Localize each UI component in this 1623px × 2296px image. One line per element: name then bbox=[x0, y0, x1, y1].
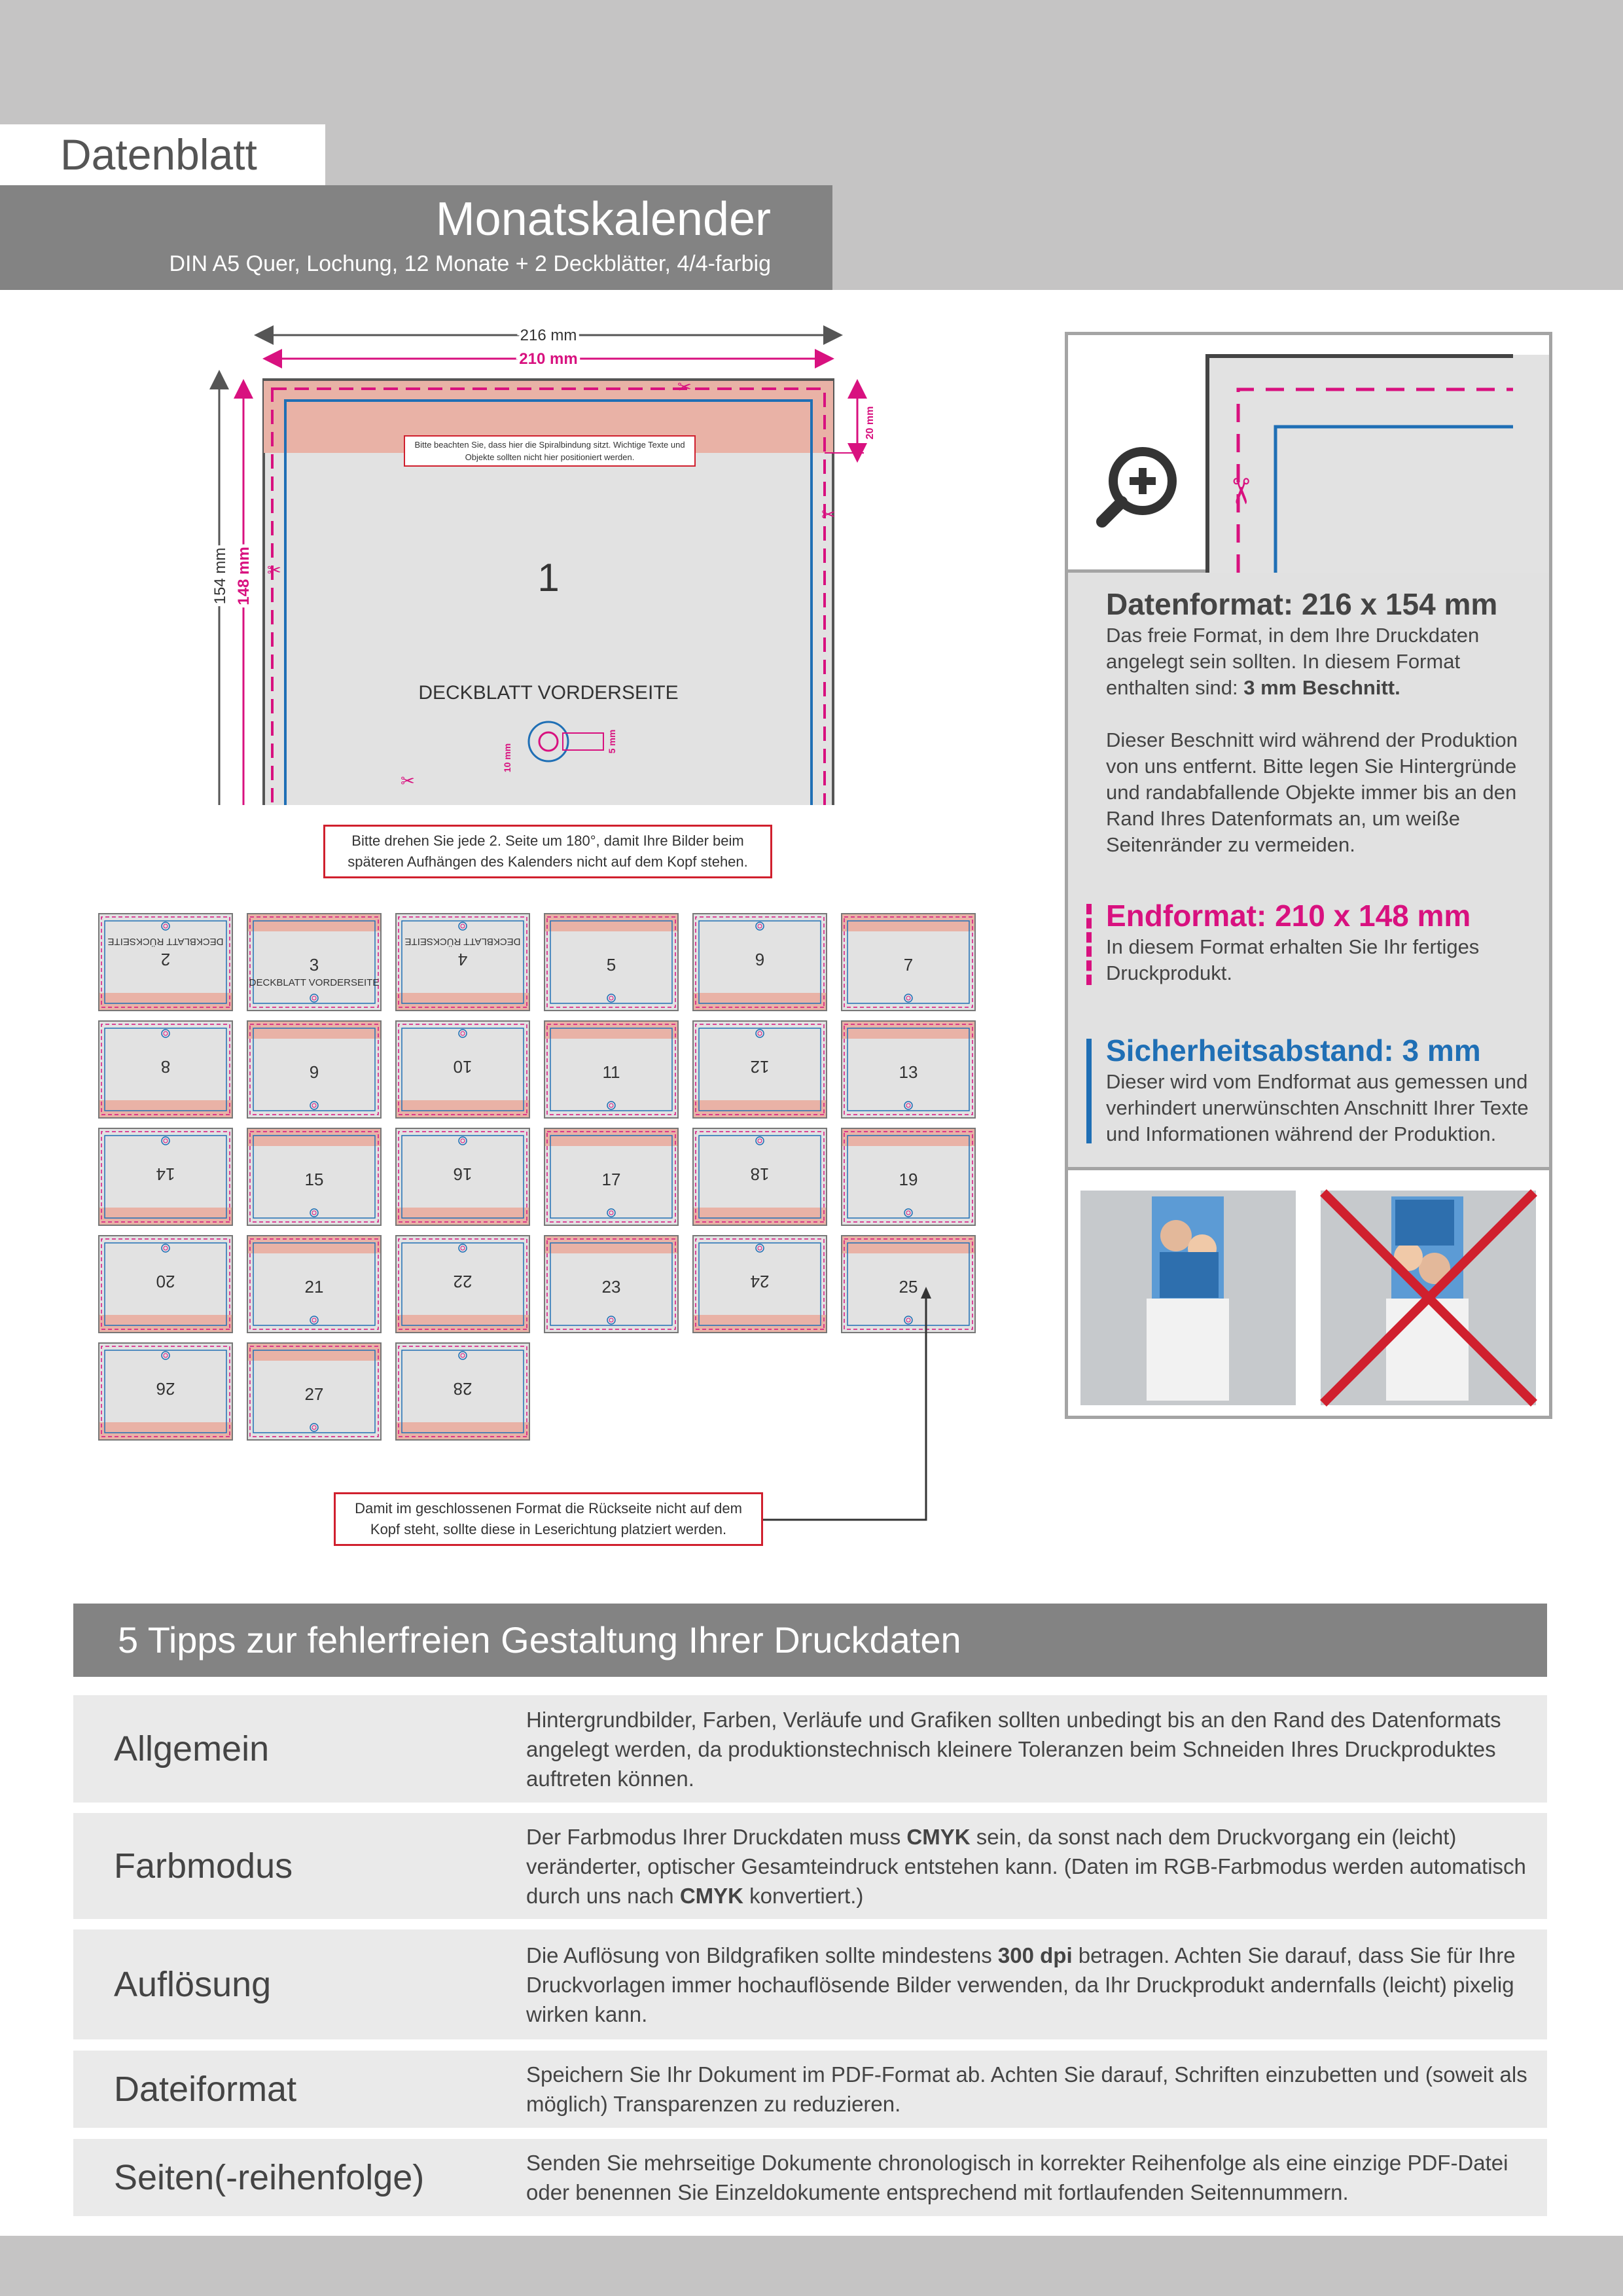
page-thumbnail bbox=[98, 1020, 233, 1119]
page-thumbnail bbox=[395, 1235, 530, 1333]
page-thumbnail bbox=[395, 1342, 530, 1441]
width-label: 216 mm bbox=[520, 327, 577, 344]
tip-label: Allgemein bbox=[114, 1729, 270, 1768]
thumbnail-number: 2 bbox=[160, 950, 171, 969]
datenformat-title: Datenformat: 216 x 154 mm bbox=[1106, 587, 1498, 621]
page-name: DECKBLATT VORDERSEITE bbox=[418, 682, 679, 704]
sicherheit-text: Dieser wird vom Endformat aus gemessen und verhindert unerwünschten Anschnitt Ihrer Texte und Informationen während der Produktion. bbox=[1106, 1070, 1529, 1145]
page-thumbnail bbox=[395, 1020, 530, 1119]
hanging-examples bbox=[1068, 1170, 1549, 1416]
tip-row bbox=[73, 1929, 1547, 2039]
info-panel bbox=[1065, 332, 1552, 1419]
tip-label: Auflösung bbox=[114, 1965, 272, 2004]
tip-text: Senden Sie mehrseitige Dokumente chronologisch in korrekter Reihenfolge als eine einzige PDF-Datei oder benennen Sie Einzeldokumente entsprechend mit fortlaufenden Seitennummern. bbox=[526, 2151, 1508, 2204]
back-note: Damit im geschlossenen Format die Rückseite nicht auf dem Kopf steht, sollte diese in Leserichtung platziert werden. bbox=[334, 1492, 763, 1546]
final-height-label: 148 mm bbox=[235, 547, 253, 605]
thumbnail-caption: DECKBLATT RÜCKSEITE bbox=[107, 936, 224, 947]
tip-label: Dateiformat bbox=[114, 2070, 297, 2109]
tip-text: Speichern Sie Ihr Dokument im PDF-Format ab. Achten Sie darauf, Schriften einzubetten und (soweit als möglich) Transparenzen zu reduzieren. bbox=[526, 2062, 1527, 2116]
title-box bbox=[0, 185, 832, 290]
page-thumbnail bbox=[544, 1128, 679, 1226]
thumbnail-number: 14 bbox=[156, 1164, 175, 1184]
page-thumbnail bbox=[247, 1128, 382, 1226]
thumbnail-number: 28 bbox=[453, 1379, 473, 1399]
thumbnail-number: 12 bbox=[750, 1057, 770, 1077]
format-info bbox=[1068, 573, 1549, 1170]
thumbnail-number: 8 bbox=[160, 1057, 171, 1077]
page-thumbnail bbox=[395, 913, 530, 1011]
datenformat-section bbox=[1106, 586, 1531, 858]
final-width-label: 210 mm bbox=[519, 350, 578, 368]
thumbnail-number: 26 bbox=[156, 1379, 175, 1399]
page-number: 1 bbox=[537, 556, 560, 600]
page-thumbnail bbox=[98, 1128, 233, 1226]
tip-text: Hintergrundbilder, Farben, Verläufe und Grafiken sollten unbedingt bis an den Rand des Datenformats angelegt werden, da produktionstechnisch kleinere Toleranzen beim Schneiden Ihres Druckproduktes auftreten können. bbox=[526, 1707, 1501, 1791]
scissors-icon: ✂ bbox=[677, 377, 692, 397]
thumbnail-number: 13 bbox=[899, 1062, 918, 1082]
thumbnail-number: 5 bbox=[606, 955, 616, 975]
page-thumbnail bbox=[692, 1128, 827, 1226]
thumbnail-caption: DECKBLATT VORDERSEITE bbox=[249, 977, 380, 988]
endformat-section bbox=[1106, 897, 1531, 986]
tip-label: Farbmodus bbox=[114, 1846, 293, 1886]
spiral-note: Bitte beachten Sie, dass hier die Spiralbindung sitzt. Wichtige Texte und Objekte sollten nicht hier positioniert werden. bbox=[404, 435, 696, 467]
height-label: 154 mm bbox=[211, 547, 229, 605]
thumbnail-number: 6 bbox=[755, 950, 765, 969]
thumbnail-number: 7 bbox=[903, 955, 914, 975]
sicherheit-title: Sicherheitsabstand: 3 mm bbox=[1106, 1033, 1481, 1067]
hole-label-v: 10 mm bbox=[502, 743, 512, 773]
page-thumbnail bbox=[841, 913, 976, 1011]
zoom-in-icon bbox=[1102, 452, 1172, 522]
endformat-text: In diesem Format erhalten Sie Ihr fertiges Druckprodukt. bbox=[1106, 935, 1480, 984]
thumbnail-number: 10 bbox=[453, 1057, 473, 1077]
format-diagram bbox=[196, 321, 890, 805]
thumbnail-number: 21 bbox=[304, 1277, 324, 1297]
page-title: Monatskalender bbox=[435, 193, 771, 245]
page-thumbnail bbox=[247, 913, 382, 1011]
top-margin-label: 20 mm bbox=[865, 406, 876, 440]
thumbnail-number: 17 bbox=[601, 1170, 621, 1189]
zoom-detail bbox=[1068, 335, 1549, 573]
tip-row bbox=[73, 2139, 1547, 2216]
scissors-icon: ✂ bbox=[1221, 476, 1260, 507]
page-thumbnail bbox=[544, 1020, 679, 1119]
tip-text: Der Farbmodus Ihrer Druckdaten muss CMYK sein, da sonst nach dem Druckvorgang ein (leicht) veränderter, optischer Gesamteindruck entstehen kann. (Daten im RGB-Farbmodus werden automatisch durch uns nach CMYK konvertiert.) bbox=[526, 1824, 1526, 1908]
page-thumbnail bbox=[247, 1235, 382, 1333]
thumbnail-number: 16 bbox=[453, 1164, 473, 1184]
tip-text: Die Auflösung von Bildgrafiken sollte mindestens 300 dpi betragen. Achten Sie darauf, dass Sie für Ihre Druckvorlagen immer hochauflösende Bilder verwenden, da Ihr Druckprodukt andernfalls (leicht) pixelig wirken kann. bbox=[526, 1943, 1516, 2026]
tip-row bbox=[73, 2051, 1547, 2128]
tip-row bbox=[73, 1695, 1547, 1803]
datenformat-text-b: Dieser Beschnitt wird während der Produktion von uns entfernt. Bitte legen Sie Hintergründe und randabfallende Objekte immer bis an den Rand Ihres Datenformats an, um weiße Seitenränder zu vermeiden. bbox=[1106, 728, 1518, 856]
thumbnail-number: 27 bbox=[304, 1384, 324, 1404]
datenblatt-tab: Datenblatt bbox=[0, 124, 325, 185]
tip-row bbox=[73, 1813, 1547, 1919]
thumbnail-number: 19 bbox=[899, 1170, 918, 1189]
scissors-icon: ✂ bbox=[267, 560, 281, 580]
endformat-title: Endformat: 210 x 148 mm bbox=[1106, 899, 1471, 933]
page-thumbnail bbox=[544, 913, 679, 1011]
page-thumbnail bbox=[98, 1235, 233, 1333]
sicherheit-section bbox=[1106, 1032, 1531, 1147]
datenformat-text: Das freie Format, in dem Ihre Druckdaten angelegt sein sollten. In diesem Format enthalten sind: 3 mm Beschnitt. bbox=[1106, 624, 1480, 699]
page-thumbnail bbox=[841, 1020, 976, 1119]
page-thumbnail bbox=[692, 1020, 827, 1119]
tip-label: Seiten(-reihenfolge) bbox=[114, 2158, 425, 2197]
page-thumbnail bbox=[98, 1342, 233, 1441]
thumbnail-number: 25 bbox=[899, 1277, 918, 1297]
page-subtitle: DIN A5 Quer, Lochung, 12 Monate + 2 Deckblätter, 4/4-farbig bbox=[169, 251, 771, 276]
correct-calendar-example bbox=[1147, 1196, 1229, 1401]
thumbnail-caption: DECKBLATT RÜCKSEITE bbox=[404, 936, 521, 947]
tips-heading: 5 Tipps zur fehlerfreien Gestaltung Ihrer Druckdaten bbox=[73, 1604, 1547, 1677]
hole-label-h: 5 mm bbox=[607, 729, 617, 754]
page-thumbnail bbox=[247, 1020, 382, 1119]
page-thumbnail bbox=[395, 1128, 530, 1226]
thumbnail-number: 15 bbox=[304, 1170, 324, 1189]
page-thumbnail bbox=[544, 1235, 679, 1333]
thumbnail-number: 24 bbox=[750, 1272, 770, 1291]
bottom-band bbox=[0, 2236, 1623, 2296]
page-thumbnail bbox=[841, 1128, 976, 1226]
thumbnail-number: 18 bbox=[750, 1164, 770, 1184]
page-thumbnail bbox=[247, 1342, 382, 1441]
rotate-note: Bitte drehen Sie jede 2. Seite um 180°, damit Ihre Bilder beim späteren Aufhängen des Kalenders nicht auf dem Kopf stehen. bbox=[323, 825, 772, 878]
back-arrow bbox=[753, 1283, 942, 1525]
scissors-icon: ✂ bbox=[401, 771, 415, 791]
thumbnail-number: 9 bbox=[309, 1062, 319, 1082]
thumbnail-number: 4 bbox=[457, 950, 468, 969]
thumbnail-number: 11 bbox=[602, 1062, 620, 1082]
scissors-icon: ✂ bbox=[821, 505, 836, 524]
page-thumbnail bbox=[98, 913, 233, 1011]
thumbnail-number: 22 bbox=[453, 1272, 473, 1291]
page-thumbnail bbox=[692, 913, 827, 1011]
thumbnail-number: 20 bbox=[156, 1272, 175, 1291]
thumbnail-number: 3 bbox=[309, 955, 319, 975]
thumbnail-number: 23 bbox=[601, 1277, 621, 1297]
